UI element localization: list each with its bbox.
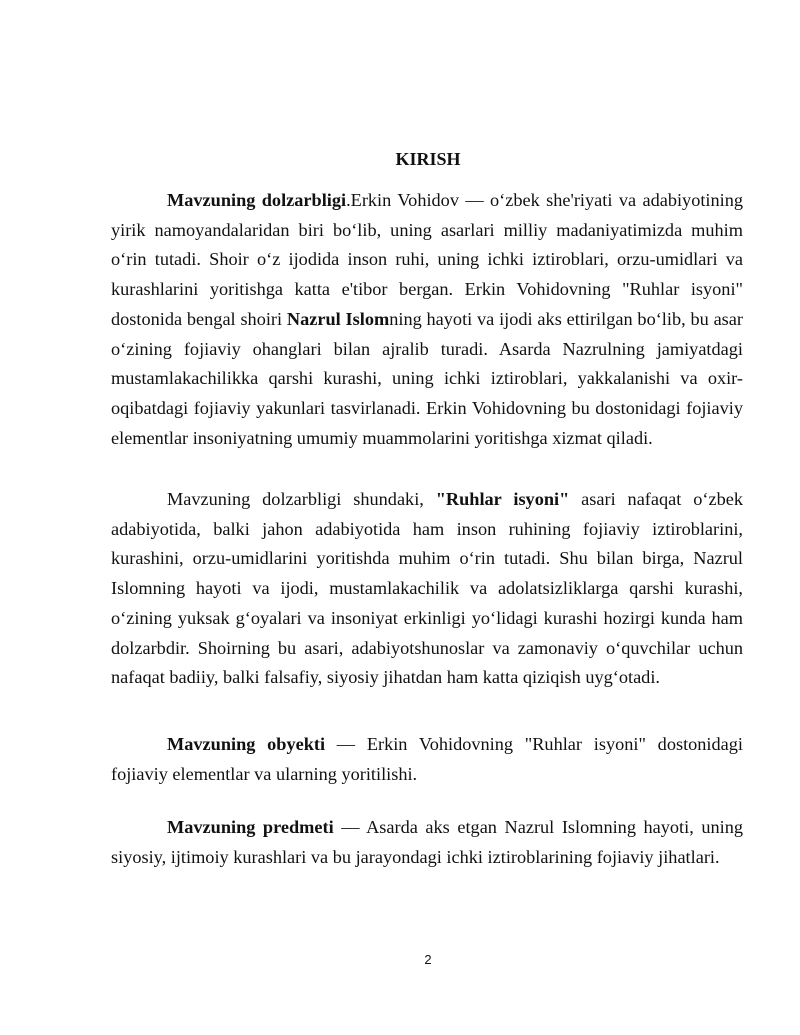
term-object: Mavzuning obyekti — [167, 734, 326, 754]
paragraph-relevance-detail — [111, 485, 743, 693]
paragraph-subject — [111, 813, 743, 872]
work-title-ruhlar-isyoni: "Ruhlar isyoni" — [435, 489, 570, 509]
section-heading: KIRISH — [395, 149, 461, 169]
paragraph-text: asari nafaqat oʻzbek adabiyotida, balki jahon adabiyotida ham inson ruhining fojiaviy iztiroblarini, kurashini, orzu-umidlarini yoritishda muhim oʻrin tutadi. Shu bilan birga, Nazrul Islomning hayoti va ijodi, mustamlakachilik va adolatsizliklarga qarshi kurashi, oʻzining yuksak gʻoyalari va insoniyat erkinligi yoʻlidagi kurashi hozirgi kunda ham dolzarbdir. Shoirning bu asari, adabiyotshunoslar va zamonaviy oʻquvchilar uchun nafaqat badiiy, balki falsafiy, siyosiy jihatdan ham katta qiziqish uygʻotadi. — [111, 489, 743, 688]
term-relevance: Mavzuning dolzarbligi — [167, 190, 347, 210]
paragraph-text: .Erkin Vohidov — oʻzbek she'riyati va adabiyotining yirik namoyandalaridan biri boʻlib, uning asarlari milliy madaniyatimizda muhim oʻrin tutadi. Shoir oʻz ijodida inson ruhi, uning ichki iztiroblari, orzu-umidlari va kurashlarini yoritishga katta e'tibor bergan. Erkin Vohidovning "Ruhlar isyoni" dostonida bengal shoiri — [111, 190, 743, 329]
paragraph-object — [111, 730, 743, 789]
paragraph-text: ning hayoti va ijodi aks ettirilgan boʻlib, bu asar oʻzining fojiaviy ohanglari bilan ajralib turadi. Asarda Nazrulning jamiyatdagi mustamlakachilikka qarshi kurashi, uning ichki iztiroblari, yakkalanishi va oxir-oqibatdagi fojiaviy yakunlari tasvirlanadi. Erkin Vohidovning bu dostonidagi fojiaviy elementlar insoniyatning umumiy muammolarini yoritishga xizmat qiladi. — [111, 308, 743, 448]
page-number: 2 — [424, 952, 432, 967]
paragraph-text: — Asarda aks etgan Nazrul Islomning hayoti, uning siyosiy, ijtimoiy kurashlari va bu jarayondagi ichki iztiroblarining fojiaviy jihatlari. — [111, 817, 743, 867]
paragraph-text: — Erkin Vohidovning "Ruhlar isyoni" dostonidagi fojiaviy elementlar va ularning yoritilishi. — [111, 734, 743, 784]
name-nazrul-islom: Nazrul Islom — [286, 308, 390, 329]
paragraph-text: Mavzuning dolzarbligi shundaki, — [167, 489, 436, 509]
term-subject: Mavzuning predmeti — [167, 817, 334, 837]
paragraph-relevance — [111, 186, 743, 453]
